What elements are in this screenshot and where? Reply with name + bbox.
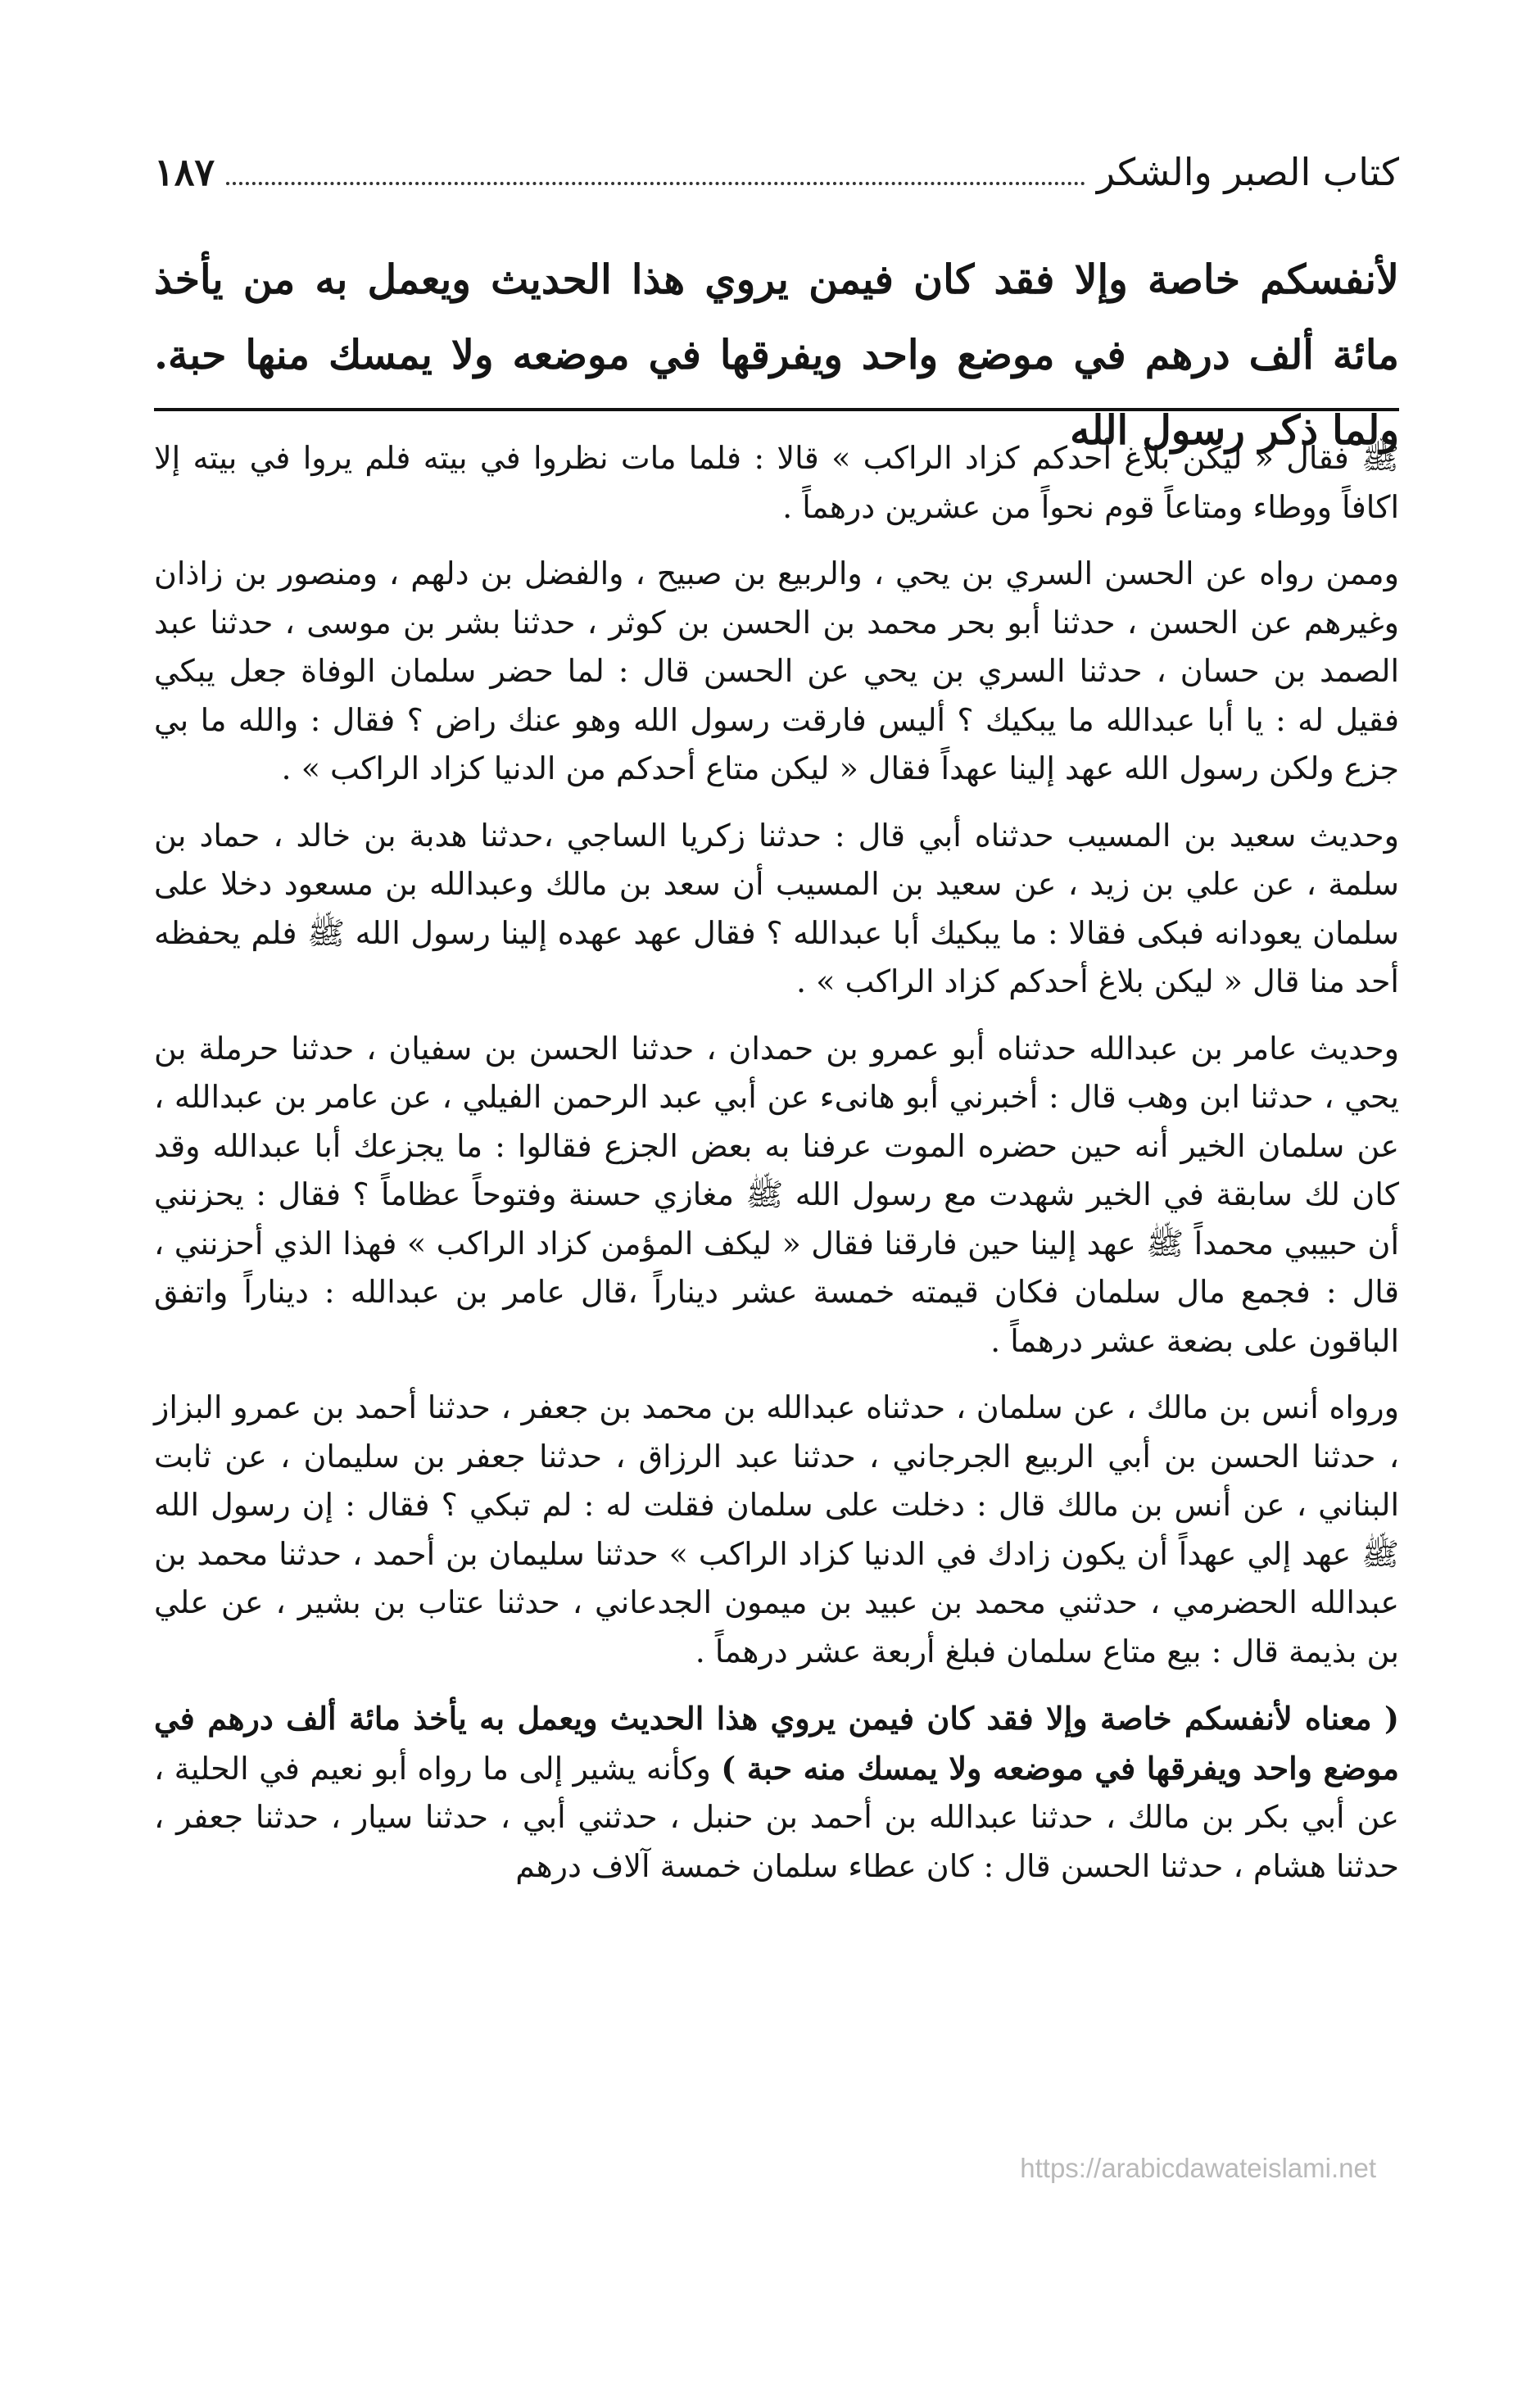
page-number: ١٨٧ (154, 150, 215, 194)
commentary-paragraph-6 (154, 1694, 1399, 1891)
commentary-paragraph-1: ﷺ فقال « ليكن بلاغ أحدكم كزاد الراكب » قالا : فلما مات نظروا في بيته فلم يروا في بيته إلا اكافاً ووطاء ومتاعاً قوم نحواً من عشرين درهماً . (154, 440, 1399, 525)
commentary-paragraph-6-rest: وكأنه يشير إلى ما رواه أبو نعيم في الحلية ، عن أبي بكر بن مالك ، حدثنا عبدالله بن أحمد بن حنبل ، حدثني أبي ، حدثنا سيار ، حدثنا جعفر ، حدثنا هشام ، حدثنا الحسن قال : كان عطاء سلمان خمسة آلاف درهم (154, 1750, 1399, 1884)
header-leader-dots (226, 181, 1085, 185)
commentary-paragraph-2: وممن رواه عن الحسن السري بن يحي ، والربيع بن صبيح ، والفضل بن دلهم ، ومنصور بن زاذان وغيرهم عن الحسن ، حدثنا أبو بحر محمد بن الحسن بن كوثر ، حدثنا بشر بن موسى ، حدثنا عبد الصمد بن حسان ، حدثنا السري بن يحي عن الحسن قال : لما حضر سلمان الوفاة جعل يبكي فقيل له : يا أبا عبدالله ما يبكيك ؟ أليس فارقت رسول الله وهو عنك راض ؟ فقال : والله ما بي جزع ولكن رسول الله عهد إلينا عهداً فقال « ليكن متاع أحدكم من الدنيا كزاد الراكب » . (154, 555, 1399, 786)
footnote-separator (154, 408, 1399, 411)
commentary-paragraph-5: ورواه أنس بن مالك ، عن سلمان ، حدثناه عبدالله بن محمد بن جعفر ، حدثنا أحمد بن عمرو البزاز ، حدثنا الحسن بن أبي الربيع الجرجاني ، حدثنا عبد الرزاق ، حدثنا جعفر بن سليمان ، عن ثابت البناني ، عن أنس بن مالك قال : دخلت على سلمان فقلت له : لم تبكي ؟ فقال : إن رسول الله ﷺ عهد إلي عهداً أن يكون زادك في الدنيا كزاد الراكب » حدثنا سليمان بن أحمد ، حدثنا محمد بن عبدالله الحضرمي ، حدثني محمد بن عبيد بن ميمون الجدعاني ، حدثنا عتاب بن بشير ، عن علي بن بذيمة قال : بيع متاع سلمان فبلغ أربعة عشر درهماً . (154, 1389, 1399, 1669)
main-text: لأنفسكم خاصة وإلا فقد كان فيمن يروي هذا الحديث ويعمل به من يأخذ مائة ألف درهم في موضع واحد ويفرقها في موضعه ولا يمسك منها حبة. ولما ذكر رسول الله (154, 256, 1399, 454)
watermark-url: https://arabicdawateislami.net (1020, 2153, 1376, 2183)
running-title: كتاب الصبر والشكر (1096, 150, 1399, 194)
commentary-paragraph-4: وحديث عامر بن عبدالله حدثناه أبو عمرو بن حمدان ، حدثنا الحسن بن سفيان ، حدثنا حرملة بن يحي ، حدثنا ابن وهب قال : أخبرني أبو هانىء عن أبي عبد الرحمن الفيلي ، عن عامر بن عبدالله ، عن سلمان الخير أنه حين حضره الموت عرفنا به بعض الجزع فقالوا : ما يجزعك أبا عبدالله وقد كان لك سابقة في الخير شهدت مع رسول الله ﷺ مغازي حسنة وفتوحاً عظاماً ؟ فقال : يحزنني أن حبيبي محمداً ﷺ عهد إلينا حين فارقنا فقال « ليكف المؤمن كزاد الراكب » فهذا الذي أحزنني ، قال : فجمع مال سلمان فكان قيمته خمسة عشر ديناراً ،قال عامر بن عبدالله : ديناراً واتفق الباقون على بضعة عشر درهماً . (154, 1030, 1399, 1359)
commentary-paragraph-3: وحديث سعيد بن المسيب حدثناه أبي قال : حدثنا زكريا الساجي ،حدثنا هدبة بن خالد ، حماد بن سلمة ، عن علي بن زيد ، عن سعيد بن المسيب أن سعد بن مالك وعبدالله بن مسعود دخلا على سلمان يعودانه فبكى فقالا : ما يبكيك أبا عبدالله ؟ فقال عهد عهده إلينا رسول الله ﷺ فلم يحفظه أحد منا قال « ليكن بلاغ أحدكم كزاد الراكب » . (154, 817, 1399, 999)
quoted-matn: ( معناه لأنفسكم خاصة وإلا فقد كان فيمن يروي هذا الحديث ويعمل به يأخذ مائة ألف درهم في موضع واحد ويفرقها في موضعه ولا يمسك منه حبة ) (154, 1700, 1399, 1787)
page-header (154, 139, 1399, 197)
commentary (154, 434, 1399, 1909)
